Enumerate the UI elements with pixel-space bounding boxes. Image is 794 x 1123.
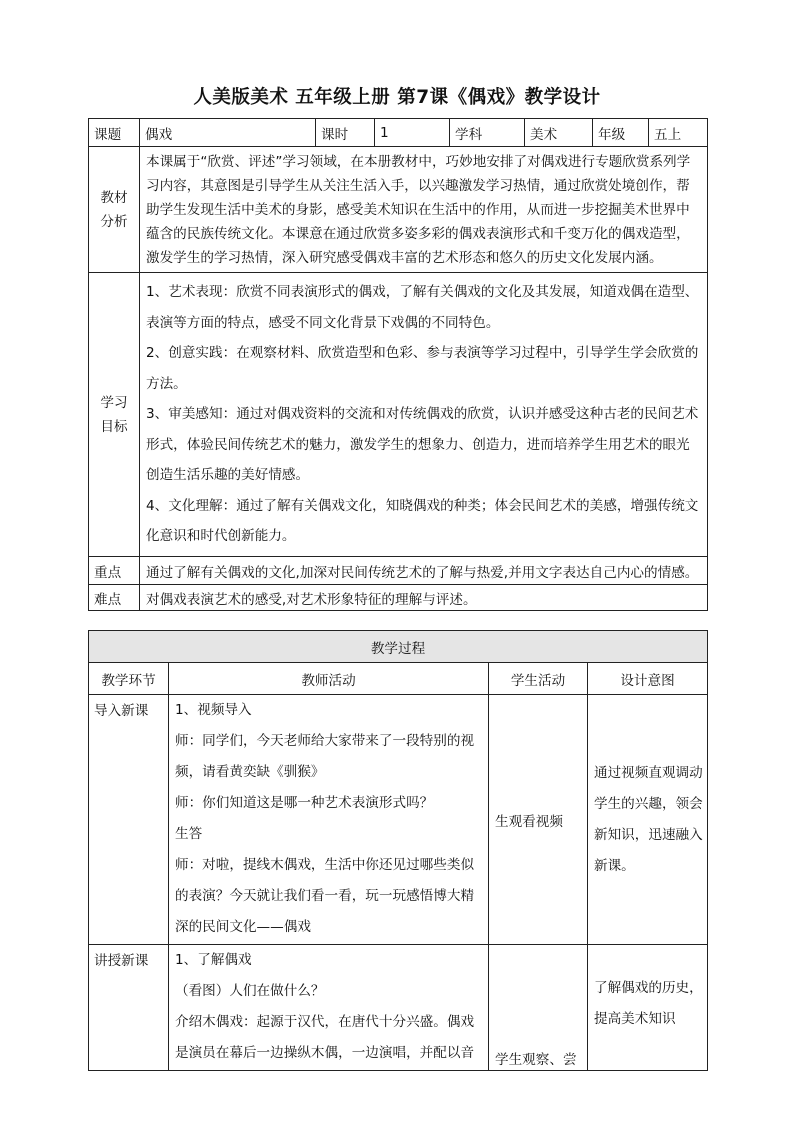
difficulty-text: 对偶戏表演艺术的感受,对艺术形象特征的理解与评述。 [140, 585, 708, 611]
subject-value: 美术 [525, 119, 593, 147]
subject-label: 学科 [450, 119, 525, 147]
design-intent: 通过视频直观调动学生的兴趣，领会新知识，迅速融入新课。 [588, 695, 708, 945]
hours-value: 1 [375, 119, 450, 147]
teaching-process-table [88, 630, 708, 1071]
objective-item: 1、艺术表现：欣赏不同表演形式的偶戏，了解有关偶戏的文化及其发展，知道戏偶在造型、表演等方面的特点，感受不同文化背景下戏偶的不同特色。 [146, 284, 699, 331]
teacher-activity: 1、视频导入 师：同学们，今天老师给大家带来了一段特别的视频，请看黄奕缺《驯猴》 师：你们知道这是哪一种艺术表演形式吗？ 生答 师：对啦，提线木偶戏，生活中你还见过哪些类似的表演？今天就让我们看一看，玩一玩感悟博大精深的民间文化——偶戏 [169, 695, 489, 945]
stage-cell: 讲授新课 [89, 945, 169, 1071]
info-row [89, 119, 708, 147]
grade-value: 五上 [649, 119, 708, 147]
header-student: 学生活动 [489, 663, 588, 695]
student-activity: 生观看视频 [489, 695, 588, 945]
teacher-activity: 1、了解偶戏 （看图）人们在做什么？ 介绍木偶戏：起源于汉代，在唐代十分兴盛。偶戏是演员在幕后一边操纵木偶，一边演唱，并配以音 [169, 945, 489, 1071]
hours-label: 课时 [316, 119, 375, 147]
stage-cell: 导入新课 [89, 695, 169, 945]
process-title-row [89, 631, 708, 663]
objectives-row [89, 273, 708, 557]
header-stage: 教学环节 [89, 663, 169, 695]
key-point-label: 重点 [89, 557, 140, 585]
process-row-intro [89, 695, 708, 945]
design-intent: 了解偶戏的历史，提高美术知识 [588, 945, 708, 1071]
analysis-row [89, 147, 708, 273]
key-point-row [89, 557, 708, 585]
objectives-text [140, 273, 708, 557]
difficulty-row [89, 585, 708, 611]
process-header-row [89, 663, 708, 695]
process-title: 教学过程 [89, 631, 708, 663]
objective-item: 4、文化理解：通过了解有关偶戏文化，知晓偶戏的种类；体会民间艺术的美感，增强传统文化意识和时代创新能力。 [146, 497, 699, 545]
analysis-label: 教材 分析 [89, 147, 140, 273]
grade-label: 年级 [593, 119, 649, 147]
topic-label: 课题 [89, 119, 140, 147]
analysis-text: 本课属于“欣赏、评述”学习领域，在本册教材中，巧妙地安排了对偶戏进行专题欣赏系列学习内容，其意图是引导学生从关注生活入手，以兴趣激发学习热情，通过欣赏处境创作，帮助学生发现生活中美术的身影，感受美术知识在生活中的作用，从而进一步挖掘美术世界中蕴含的民族传统文化。本课意在通过欣赏多姿多彩的偶戏表演形式和千变万化的偶戏造型，激发学生的学习热情，深入研究感受偶戏丰富的艺术形态和悠久的历史文化发展内涵。 [140, 147, 708, 273]
objective-item: 2、创意实践：在观察材料、欣赏造型和色彩、参与表演等学习过程中，引导学生学会欣赏的方法。 [146, 345, 699, 392]
header-intent: 设计意图 [588, 663, 708, 695]
header-teacher: 教师活动 [169, 663, 489, 695]
topic-value: 偶戏 [140, 119, 316, 147]
key-point-text: 通过了解有关偶戏的文化,加深对民间传统艺术的了解与热爱,并用文字表达自己内心的情感。 [140, 557, 708, 585]
document-title: 人美版美术 五年级上册 第7课《偶戏》教学设计 [193, 87, 601, 108]
difficulty-label: 难点 [89, 585, 140, 611]
process-row-lecture [89, 945, 708, 1071]
objective-item: 3、审美感知：通过对偶戏资料的交流和对传统偶戏的欣赏，认识并感受这种古老的民间艺术形式，体验民间传统艺术的魅力，激发学生的想象力、创造力，进而培养学生用艺术的眼光创造生活乐趣的美好情感。 [146, 406, 699, 484]
student-activity: 学生观察、尝 [489, 945, 588, 1071]
lesson-info-table [88, 118, 708, 611]
objectives-label: 学习 目标 [89, 273, 140, 557]
